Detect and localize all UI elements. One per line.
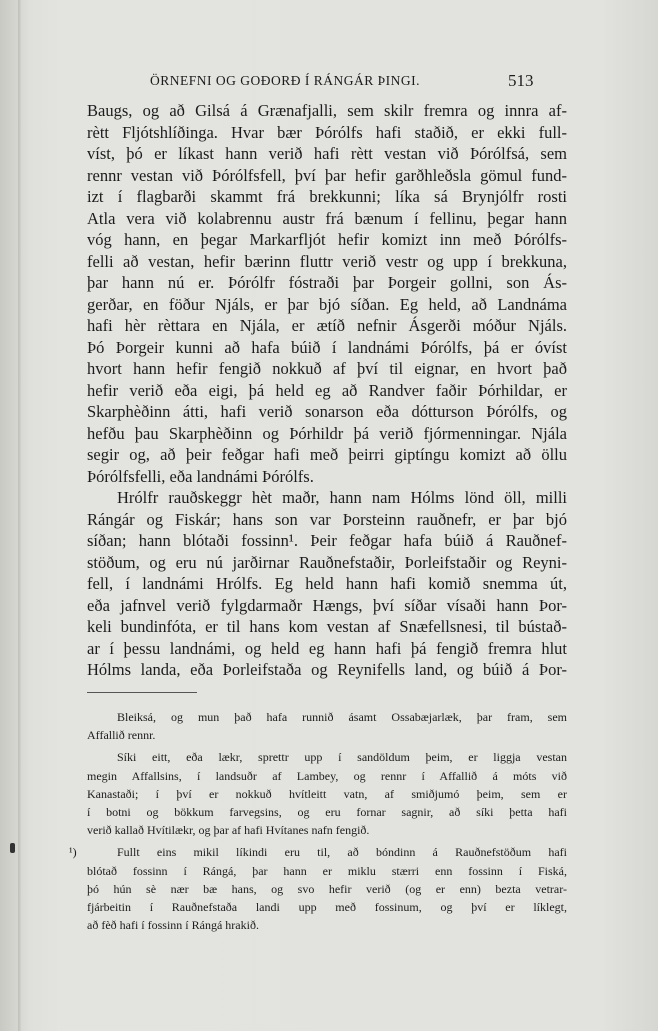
text-line: gerðar, en föður Njáls, er þar bjó síðan. Eg held, að Landnáma (87, 294, 567, 314)
book-spine-shadow (18, 0, 21, 1031)
note-line: í botni og bökkum farvegsins, og eru fornar sagnir, að síki þetta hafi (87, 804, 567, 819)
text-line: síðan; hann blótaði fossinn¹. Þeir feðgar hafa búið á Rauðnef- (87, 531, 567, 550)
text-line: rennr vestan við Þórólfsfell, því þar hefir garðhleðsla gömul fund- (87, 165, 567, 185)
text-line: eða jafnvel verið fylgdarmaðr Hængs, því síðar vísaði hann Þor- (87, 595, 567, 615)
text-line: izt í flagbarði skammt frá brekkunni; líka sá Brynjólfr rosti (87, 187, 567, 206)
text-line: Atla vera við kolabrennu austr frá bænum í fellinu, þegar hann (87, 208, 567, 228)
text-line: Þó Þorgeir kunni að hafa búið í landnámi Þórólfs, þá er óvíst (87, 337, 567, 357)
text-line: felli að vestan, hefir bærinn fluttr verið vestr og upp í brekkuna, (87, 251, 567, 271)
note-line: verið kallað Hvítilækr, og þar af hafi Hvítanes nafn fengið. (87, 823, 370, 838)
text-line: hefðu þau Skarphèðinn og Þórhildr þá verið fjórmenningar. Njála (87, 423, 567, 443)
note-line: Bleiksá, og mun það hafa runnið ásamt Ossabæjarlæk, þar fram, sem (117, 710, 567, 724)
text-line: Hólms landa, eða Þorleifstaða og Reynifells land, og búið á Þor- (87, 660, 567, 679)
text-line: víst, þó er líkast hann verið hafi rètt vestan við Þórólfsá, sem (87, 144, 567, 163)
page-number: 513 (508, 71, 534, 90)
note-line: Kanastaði; í því er nokkuð hvítleitt vatn, af smiðjumó þeim, sem er (87, 786, 567, 801)
note-line: að fèð hafi í fossinn í Rángá hrakið. (87, 918, 259, 933)
note-line: blótað fossinn í Rángá, þar hann er miklu stærri enn fossinn í Fiská, (87, 863, 567, 878)
note-line-text: Fullt eins mikil líkindi eru til, að bóndinn á Rauðnefstöðum hafi (117, 845, 567, 860)
text-line: hafi hèr rèttara en Njála, er ætíð nefnir Ásgerði móður Njáls. (87, 316, 567, 335)
main-text (87, 100, 567, 681)
text-line: segir og, að þeir feðgar hafi með þeirri giptíngu komizt að öllu (87, 445, 567, 464)
running-header: ÖRNEFNI OG GOÐORÐ Í RÁNGÁR ÞINGI. (150, 73, 421, 88)
footnote-rule (87, 692, 197, 693)
note-line: Síki eitt, eða lækr, sprettr upp í sandöldum þeim, er liggja vestan (117, 750, 567, 765)
note-line: fjárbeitin í Rauðnefstaða landi upp með fossinum, og því er líklegt, (87, 899, 567, 914)
text-line: Baugs, og að Gilsá á Grænafjalli, sem skilr fremra og innra af- (87, 101, 567, 120)
text-line: Hrólfr rauðskeggr hèt maðr, hann nam Hólms lönd öll, milli (117, 488, 567, 507)
text-line: vóg hann, en þegar Markarfljót hefir komizt inn með Þórólfs- (87, 230, 567, 249)
text-line: fell, í landnámi Hrólfs. Eg held hann hafi komið snemma út, (87, 574, 567, 593)
text-line: Þórólfsfelli, eða landnámi Þórólfs. (87, 466, 314, 486)
note-line (69, 843, 567, 861)
footnote-marker: ¹) (69, 845, 77, 860)
footnotes (69, 708, 567, 934)
note-line: þó hún sè nær bæ hans, og svo hefir verið (og er enn) bezta vetrar- (87, 881, 567, 896)
text-line: hvort hann hefir fengið nokkuð af því til eignar, en hvort það (87, 359, 567, 378)
text-line: ar í þessu landnámi, og held eg hann hafi þá fengið fremra hlut (87, 638, 567, 658)
text-line: hefir verið eða eigi, þá held eg að Randver faðir Þórhildar, er (87, 380, 567, 400)
text-line: þar hann nú er. Þórólfr fóstraði þar Þorgeir gollni, son Ás- (87, 273, 567, 292)
note-line: Affallið rennr. (87, 728, 156, 743)
note-line: megin Affallsins, í landsuðr af Lambey, og rennr í Affallið á móts við (87, 768, 567, 783)
text-line: Rángár og Fiskár; hans son var Þorsteinn rauðnefr, er þar bjó (87, 509, 567, 529)
text-line: stöðum, og eru nú jarðirnar Rauðnefstaðir, Þorleifstaðir og Reyni- (87, 552, 567, 572)
text-line: Skarphèðinn átti, hafi verið sonarson eða dótturson Þórólfs, og (87, 402, 567, 421)
margin-ink-mark (10, 843, 15, 853)
text-line: rètt Fljótshlíðinga. Hvar bær Þórólfs hafi staðið, er ekki full- (87, 122, 567, 142)
text-line: keli bundinfóta, er til hans kom vestan af Snæfellsnesi, til bústað- (87, 617, 567, 636)
